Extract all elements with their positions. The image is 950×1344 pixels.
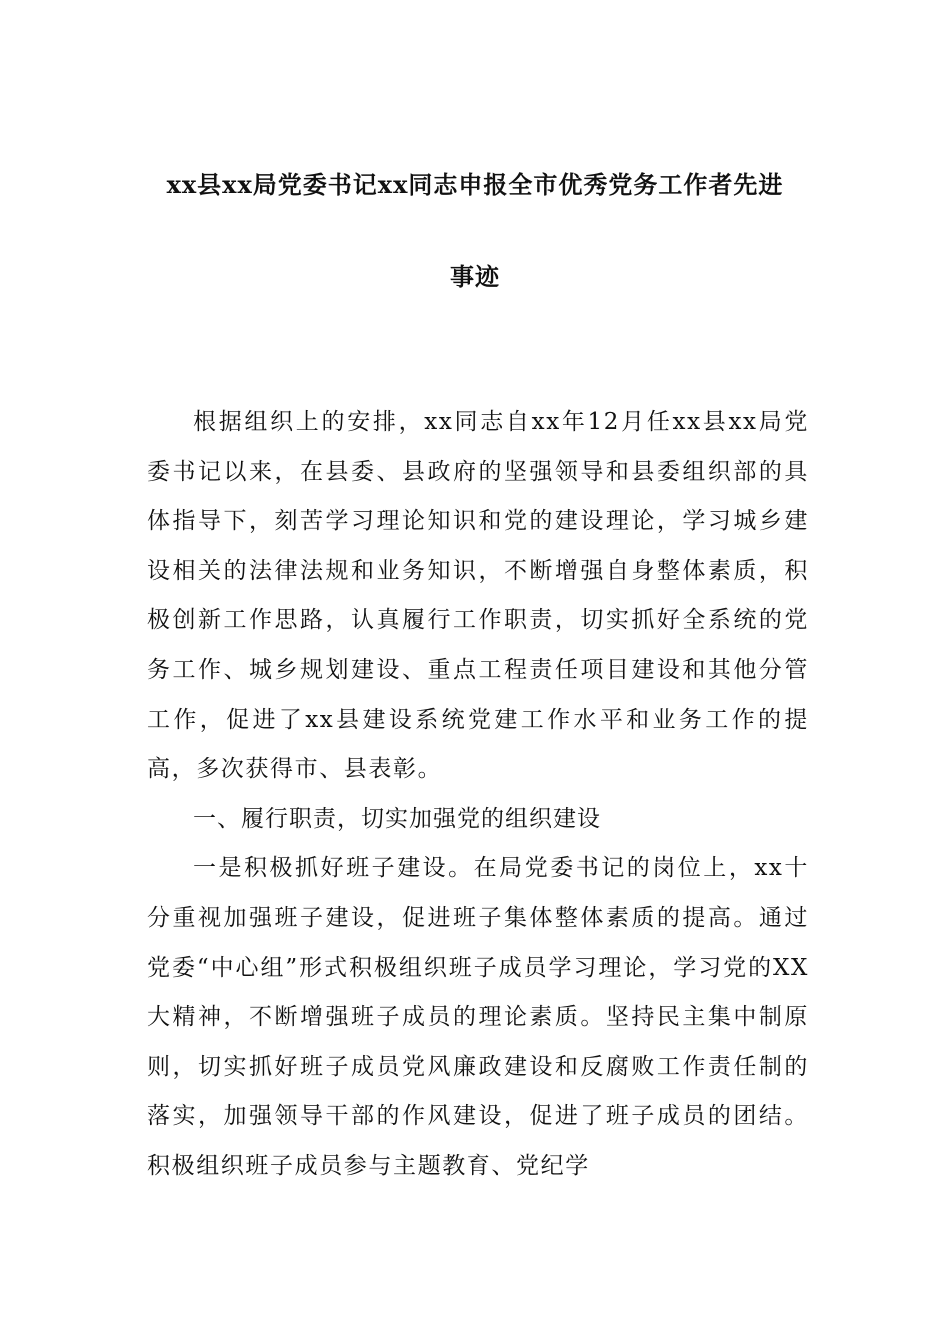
document-body [147,398,809,1192]
document-title-line-2: 事迹 [450,262,500,291]
paragraph-team-building: 一是积极抓好班子建设。在局党委书记的岗位上，xx十分重视加强班子建设，促进班子集体整体素质的提高。通过党委“中心组”形式积极组织班子成员学习理论，学习党的XX大精神，不断增强班子成员的理论素质。坚持民主集中制原则，切实抓好班子成员党风廉政建设和反腐败工作责任制的落实，加强领导干部的作风建设，促进了班子成员的团结。积极组织班子成员参与主题教育、党纪学 [147,855,809,1179]
document-title-line-1: xx县xx局党委书记xx同志申报全市优秀党务工作者先进 [166,170,784,199]
paragraph-intro: 根据组织上的安排，xx同志自xx年12月任xx县xx局党委书记以来，在县委、县政府的坚强领导和县委组织部的具体指导下，刻苦学习理论知识和党的建设理论，学习城乡建设相关的法律法规和业务知识，不断增强自身整体素质，积极创新工作思路，认真履行工作职责，切实抓好全系统的党务工作、城乡规划建设、重点工程责任项目建设和其他分管工作，促进了xx县建设系统党建工作水平和业务工作的提高，多次获得市、县表彰。 [147,409,809,783]
section-heading-1: 一、履行职责，切实加强党的组织建设 [193,805,601,832]
